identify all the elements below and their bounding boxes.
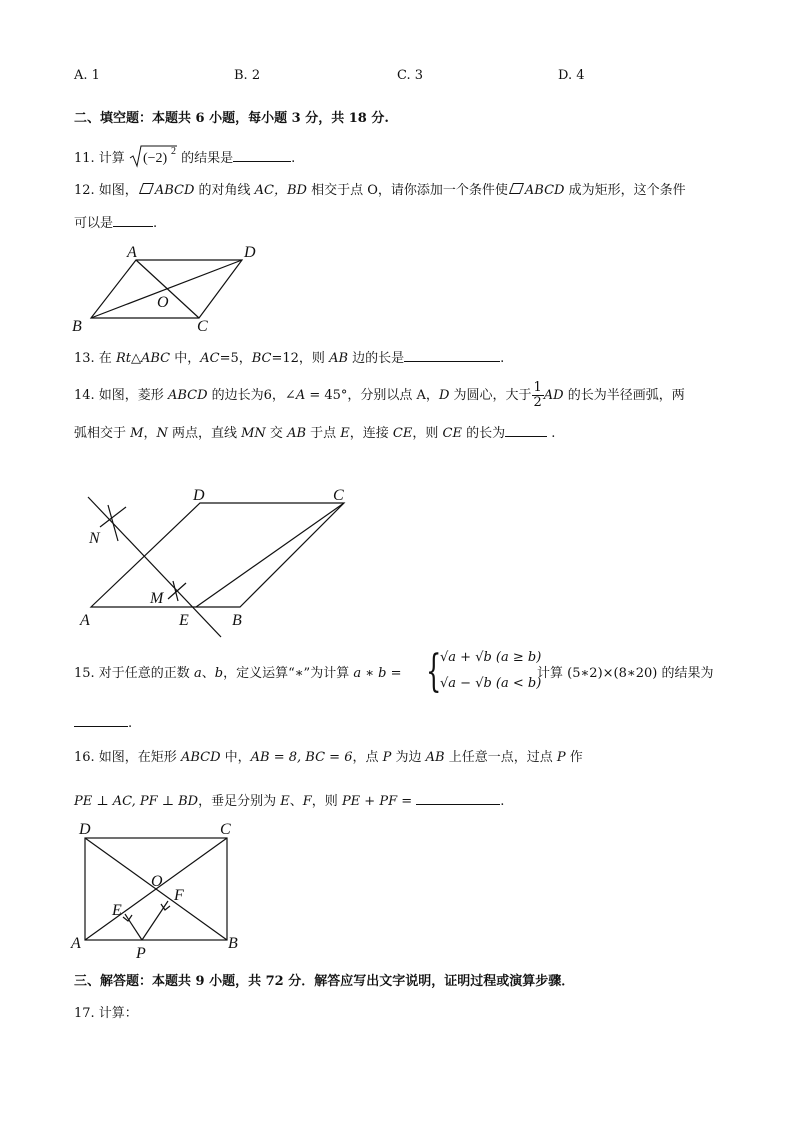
question-13 — [74, 347, 734, 369]
q14-d: D — [438, 388, 450, 403]
q13-ab: AB — [329, 351, 349, 366]
sqrt-minus-two-squared — [129, 144, 177, 168]
q15-case-1: √a + √b (a ≥ b) — [440, 650, 542, 665]
q14-label-a: A — [80, 612, 90, 629]
question-17: 17. 计算： — [74, 1006, 138, 1021]
option-a: A. 1 — [74, 68, 100, 83]
q15-case-2: √a − √b (a < b) — [440, 676, 542, 691]
q15-tail — [537, 664, 713, 684]
q12-text-e: 相交于点 O，请你添加一个条件使 — [306, 183, 508, 198]
q13-text-e: =5， — [219, 351, 252, 366]
q14-abcd: ABCD — [167, 388, 208, 403]
question-12-line-2 — [74, 212, 734, 234]
svg-text:(−2): (−2) — [142, 151, 168, 166]
q14-m: M — [130, 426, 144, 441]
question-11 — [74, 144, 734, 169]
q16-p-2: P — [556, 750, 566, 765]
q12-label-b: B — [72, 318, 82, 335]
q14-label-d: D — [193, 487, 205, 504]
q16-rectangle-figure — [70, 820, 270, 960]
q14-answer-blank[interactable] — [505, 422, 547, 437]
q16-sum: PE + PF = — [341, 794, 413, 809]
q16-label-p: P — [136, 945, 146, 962]
q16-label-b: B — [228, 935, 238, 952]
q15-text-e: ，定义运算“∗”为计算 — [223, 666, 354, 681]
q14-text-c: 的边长为6，∠ — [207, 388, 296, 403]
q16-end: . — [500, 794, 505, 809]
q12-end: . — [153, 216, 158, 231]
q13-bc: BC — [251, 351, 272, 366]
q14-label-e: E — [179, 612, 189, 629]
q16-label-o: O — [151, 873, 163, 890]
q16-perpendiculars: PE ⊥ AC, PF ⊥ BD — [74, 794, 199, 809]
q16-label-d: D — [79, 821, 91, 838]
q11-suffix: 的结果是 — [181, 151, 234, 166]
q12-abcd-2: ABCD — [524, 183, 565, 198]
q14-rhombus-figure — [74, 485, 374, 635]
q14-frac-num: 1 — [533, 380, 542, 395]
q14-l2-c: ， — [143, 426, 157, 441]
q14-e: E — [340, 426, 350, 441]
q14-ce-1: CE — [392, 426, 413, 441]
question-15-line-2 — [74, 712, 734, 734]
q11-answer-blank[interactable] — [233, 147, 291, 162]
q14-ad: AD — [543, 388, 564, 403]
q14-label-c: C — [333, 487, 344, 504]
q16-label-a: A — [71, 935, 81, 952]
q12-text-a: 12. 如图， — [74, 183, 138, 198]
option-b: B. 2 — [234, 68, 261, 83]
q14-l2-i: 于点 — [306, 426, 341, 441]
q15-b: b — [214, 666, 224, 681]
question-16-line-1 — [74, 748, 734, 768]
q16-l2-f: ，则 — [311, 794, 342, 809]
q13-text-g: =12，则 — [271, 351, 330, 366]
q16-abcd: ABCD — [180, 750, 221, 765]
question-16-line-2 — [74, 790, 734, 812]
question-12-line-1 — [74, 181, 734, 201]
q16-ab: AB — [425, 750, 445, 765]
q13-end: . — [500, 351, 505, 366]
q16-answer-blank[interactable] — [416, 790, 500, 805]
q16-l2-b: ，垂足分别为 — [198, 794, 281, 809]
q12-parallelogram-figure — [70, 240, 270, 340]
q16-text-g: 为边 — [391, 750, 426, 765]
q12-abcd-1: ABCD — [154, 183, 195, 198]
q15-brace: { — [426, 646, 442, 697]
q16-text-c: 中， — [220, 750, 251, 765]
q14-a: A — [295, 388, 306, 403]
option-d: D. 4 — [558, 68, 585, 83]
q12-text-c: 的对角线 — [194, 183, 255, 198]
q16-p-1: P — [382, 750, 392, 765]
q14-end: . — [551, 426, 556, 441]
q15-answer-blank[interactable] — [74, 712, 128, 727]
q15-a: a — [193, 666, 202, 681]
parallelogram-icon — [509, 183, 524, 194]
q16-text-e: ，点 — [352, 750, 383, 765]
q15-end: . — [128, 716, 133, 731]
parallelogram-icon — [139, 183, 154, 194]
q14-text-i: 的长为半径画弧，两 — [563, 388, 685, 403]
q14-l2-e: 两点，直线 — [167, 426, 242, 441]
q13-ac: AC — [200, 351, 220, 366]
q16-text-a: 16. 如图，在矩形 — [74, 750, 181, 765]
q14-l2-k: ，连接 — [349, 426, 393, 441]
q14-l2-g: 交 — [265, 426, 288, 441]
q14-l2-a: 弧相交于 — [74, 426, 131, 441]
q15-piecewise — [426, 646, 542, 700]
q14-one-half-fraction — [532, 381, 544, 410]
q12-label-o: O — [157, 294, 169, 311]
q14-text-g: 为圆心，大于 — [449, 388, 532, 403]
q11-end: . — [291, 151, 296, 166]
q14-ce-2: CE — [442, 426, 462, 441]
q16-given: AB = 8, BC = 6 — [250, 750, 353, 765]
q15-text-c: 、 — [201, 666, 215, 681]
q14-l2-m: ，则 — [412, 426, 443, 441]
q16-f: F — [302, 794, 312, 809]
section-2-heading: 二、填空题：本题共 6 小题，每小题 3 分，共 18 分. — [74, 111, 389, 126]
q12-line2-text: 可以是 — [74, 216, 114, 231]
q13-answer-blank[interactable] — [404, 347, 500, 362]
svg-text:2: 2 — [170, 146, 176, 157]
q12-ac-bd: AC，BD — [254, 183, 307, 198]
q16-text-i: 上任意一点，过点 — [444, 750, 557, 765]
q14-label-m: M — [150, 590, 164, 607]
q16-label-f: F — [174, 887, 184, 904]
section-3-heading: 三、解答题：本题共 9 小题，共 72 分．解答应写出文字说明，证明过程或演算步骤． — [74, 974, 575, 989]
question-14-line-2 — [74, 422, 734, 444]
q11-prefix: 11. 计算 — [74, 151, 125, 166]
q16-e: E — [280, 794, 290, 809]
q12-label-c: C — [197, 318, 208, 335]
q14-text-e: = 45°，分别以点 A， — [305, 388, 439, 403]
q15-text-g: 计算 (5∗2)×(8∗20) 的结果为 — [537, 666, 714, 681]
q12-answer-blank[interactable] — [113, 212, 153, 227]
q13-text-i: 边的长是 — [348, 351, 405, 366]
q14-mn: MN — [241, 426, 266, 441]
q14-ab: AB — [287, 426, 307, 441]
q16-label-c: C — [220, 821, 231, 838]
q13-text-a: 13. 在 — [74, 351, 116, 366]
q16-text-k: 作 — [565, 750, 583, 765]
q13-text-c: 中， — [170, 351, 201, 366]
q12-text-g: 成为矩形，这个条件 — [564, 183, 686, 198]
q14-l2-o: 的长为 — [461, 426, 506, 441]
q14-label-b: B — [232, 612, 242, 629]
question-14-line-1 — [74, 381, 734, 410]
q14-label-n: N — [89, 530, 100, 547]
q15-text-a: 15. 对于任意的正数 — [74, 666, 194, 681]
q14-n: N — [156, 426, 168, 441]
q14-text-a: 14. 如图，菱形 — [74, 388, 168, 403]
q16-label-e: E — [112, 902, 122, 919]
q15-a-star-b: a ∗ b = — [353, 666, 402, 681]
q12-label-d: D — [244, 244, 256, 261]
option-c: C. 3 — [397, 68, 424, 83]
q12-label-a: A — [127, 244, 137, 261]
q14-frac-den: 2 — [533, 395, 542, 410]
q13-rt-triangle: Rt△ABC — [115, 351, 171, 366]
q16-l2-d: 、 — [289, 794, 303, 809]
